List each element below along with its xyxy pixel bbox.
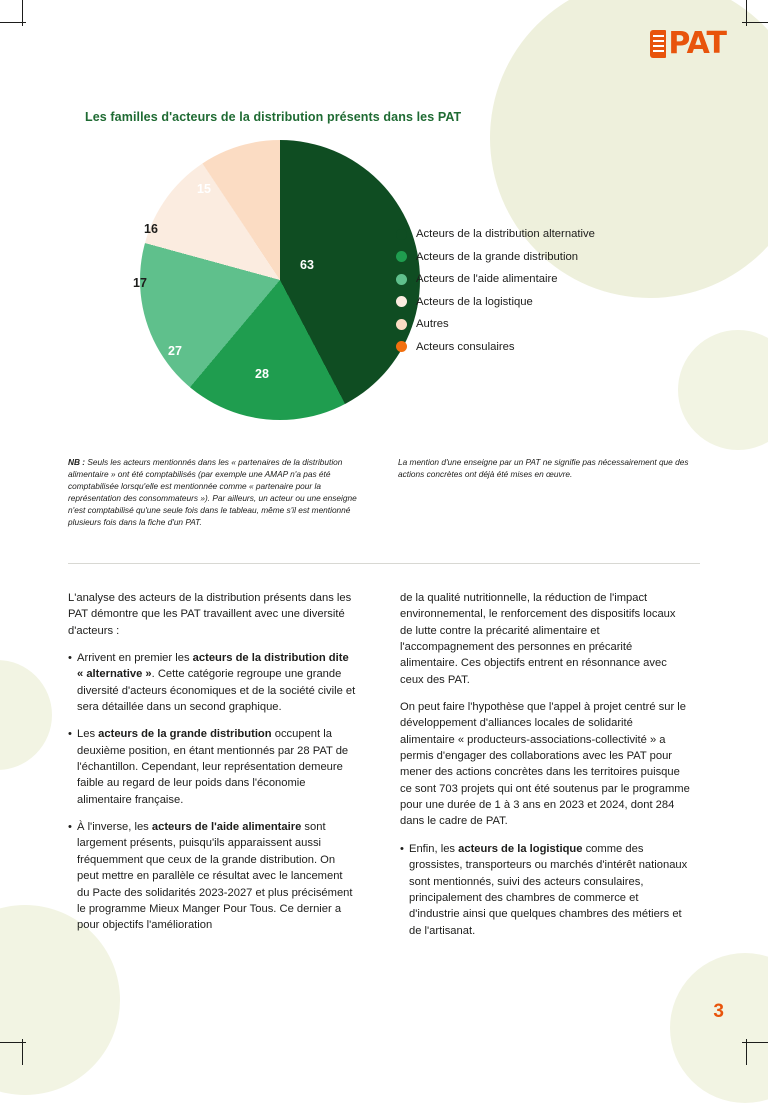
crop-mark xyxy=(742,1042,768,1043)
note-left-prefix: NB : xyxy=(68,457,86,467)
body-emphasis: acteurs de l'aide alimentaire xyxy=(151,821,302,834)
pie-label-3: 17 xyxy=(133,276,147,290)
decorative-blob-bottom-right xyxy=(670,953,768,1103)
body-emphasis: acteurs de la distribution dite « alternative » xyxy=(77,652,349,681)
body-paragraph xyxy=(68,590,358,639)
body-paragraph xyxy=(400,590,690,688)
note-right: La mention d'une enseigne par un PAT ne signifie pas nécessairement que des actions concrètes ont déjà été mises en œuvre. xyxy=(398,457,689,480)
body-bullet-paragraph xyxy=(68,819,358,933)
body-text: Les xyxy=(77,728,99,741)
body-emphasis: acteurs de la grande distribution xyxy=(98,728,272,741)
chart-legend xyxy=(396,228,696,363)
pie-chart xyxy=(133,140,420,420)
pat-logo xyxy=(650,26,726,61)
legend-item xyxy=(396,251,696,263)
body-bullet-paragraph xyxy=(68,726,358,808)
body-text: de la qualité nutritionnelle, la réduction de l'impact environnemental, le renforcement des dispositifs locaux de lutte contre la précarité alimentaire et l'accompagnement des personnes en précarité alimentaire. Ces objectifs entrent en résonnance avec ceux des PAT. xyxy=(400,592,676,686)
legend-swatch-icon xyxy=(396,251,407,262)
legend-item xyxy=(396,341,696,353)
body-text: . Cette catégorie regroupe une grande diversité d'acteurs économiques et de la société civile et sera détaillée dans un second graphique. xyxy=(77,668,356,714)
body-text: L'analyse des acteurs de la distribution présents dans les PAT démontre que les PAT travaillent avec une diversité d'acteurs : xyxy=(68,592,352,637)
body-emphasis: acteurs de la logistique xyxy=(458,842,583,855)
pie-label-5: 15 xyxy=(197,182,211,196)
legend-swatch-icon xyxy=(396,341,407,352)
note-left xyxy=(68,456,368,528)
body-column-right xyxy=(400,590,690,950)
body-text: À l'inverse, les xyxy=(77,821,152,834)
logo-text: PAT xyxy=(668,26,726,61)
logo-mark-icon xyxy=(650,30,666,58)
legend-label: Acteurs de la distribution alternative xyxy=(416,228,595,240)
legend-swatch-icon xyxy=(396,274,407,285)
chart-title: Les familles d'acteurs de la distribution présents dans les PAT xyxy=(85,110,462,124)
crop-mark xyxy=(742,22,768,23)
legend-label: Acteurs de la logistique xyxy=(416,295,533,308)
body-bullet-paragraph xyxy=(400,841,690,939)
body-text: comme des grossistes, transporteurs ou marchés d'intérêt nationaux sont mentionnés, suivi des acteurs consulaires, principalement des chambres de commerce et d'industrie ainsi que quelques chambres des métiers et de l'artisanat. xyxy=(409,842,688,937)
body-text: sont largement présents, puisqu'ils apparaissent aussi fréquemment que ceux de la grande distribution. On peut mettre en parallèle ce résultat avec le lancement du Pacte des solidarités 2023-2027 et plus précisément le programme Mieux Manger Pour Tous. Ce dernier a pour objectifs l'amélioration xyxy=(77,821,353,932)
pie-label-1: 28 xyxy=(255,367,269,381)
decorative-blob-left xyxy=(0,660,52,770)
legend-swatch-icon xyxy=(396,319,407,330)
pie-slices xyxy=(140,140,420,420)
legend-item xyxy=(396,228,696,240)
body-column-left xyxy=(68,590,358,945)
body-text: On peut faire l'hypothèse que l'appel à projet centré sur le développement d'alliances locales de solidarité alimentaire « producteurs-associations-collectivité » a permis d'engager des collaborations avec les PAT pour mener des actions concrètes dans les territoires puisque ce sont 703 projets qui ont été soutenus par le programme pour une durée de 1 à 3 ans en 2023 et 2024, dont 284 dans le cadre de PAT. xyxy=(400,701,690,828)
crop-mark xyxy=(0,1042,26,1043)
crop-mark xyxy=(0,22,26,23)
page-number: 3 xyxy=(713,1001,724,1022)
pie-label-4: 16 xyxy=(144,222,158,236)
pie-label-0: 63 xyxy=(300,258,314,272)
legend-label: Acteurs consulaires xyxy=(416,340,515,353)
legend-label: Autres xyxy=(416,318,449,330)
body-text: occupent la deuxième position, en étant mentionnés par 28 PAT de l'échantillon. Cependant, leur représentation demeure faible au regard de leur poids dans l'économie alimentaire française. xyxy=(77,728,349,806)
pie-label-2: 27 xyxy=(168,344,182,358)
body-bullet-paragraph xyxy=(68,650,358,715)
body-text: Enfin, les xyxy=(409,842,459,855)
legend-item xyxy=(396,273,696,285)
note-left-text: Seuls les acteurs mentionnés dans les « partenaires de la distribution alimentaire » ont été comptabilisés (par exemple une AMAP n'a pas été comptabilisée lorsqu'elle est mentionnée comme « partenaire pour la représentation des consommateurs »). Par ailleurs, un acteur ou une enseigne n'est comptabilisé qu'une seule fois dans le tableau, même s'il est mentionné plusieurs fois dans la fiche d'un PAT. xyxy=(68,457,357,528)
legend-swatch-icon xyxy=(396,296,407,307)
legend-swatch-icon xyxy=(396,229,407,240)
legend-item xyxy=(396,296,696,308)
body-paragraph xyxy=(400,699,690,830)
legend-item xyxy=(396,318,696,330)
section-divider xyxy=(68,563,700,564)
legend-label: Acteurs de la grande distribution xyxy=(416,250,579,263)
body-text: Arrivent en premier les xyxy=(77,652,193,665)
legend-label: Acteurs de l'aide alimentaire xyxy=(416,273,558,285)
